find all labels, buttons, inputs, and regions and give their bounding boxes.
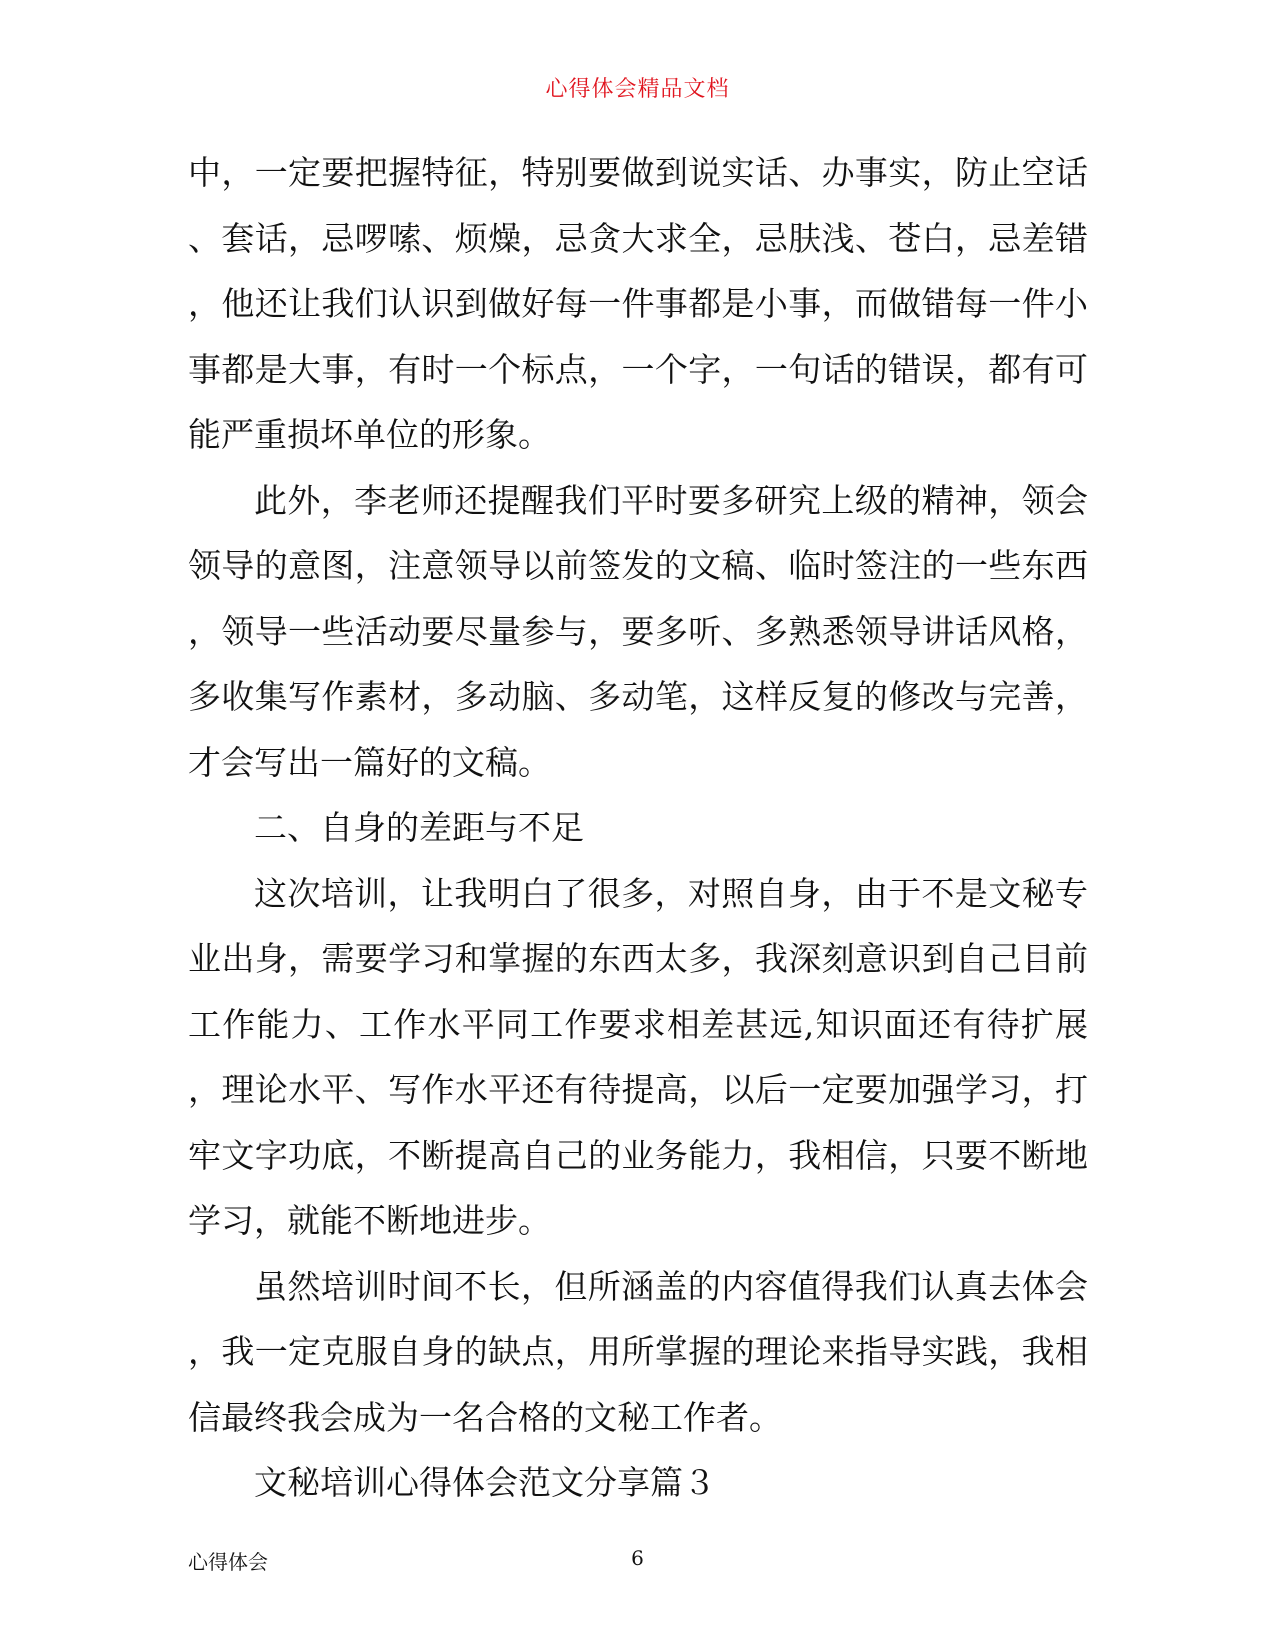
text-line: 虽然培训时间不长，但所涵盖的内容值得我们认真去体会 (254, 1266, 1088, 1306)
text-line: 二、自身的差距与不足 (254, 808, 584, 847)
text-line: 这次培训，让我明白了很多，对照自身，由于不是文秘专 (254, 873, 1088, 913)
text-line: 业出身，需要学习和掌握的东西太多，我深刻意识到自己目前 (188, 939, 1088, 978)
text-line: 能严重损坏单位的形象。 (188, 415, 551, 454)
text-line: 文秘培训心得体会范文分享篇３ (254, 1463, 716, 1502)
text-line: ，理论水平、写作水平还有待提高，以后一定要加强学习，打 (188, 1070, 1088, 1109)
text-line: 学习，就能不断地进步。 (188, 1201, 551, 1240)
text-line: 牢文字功底，不断提高自己的业务能力，我相信，只要不断地 (188, 1135, 1088, 1175)
footer-label: 心得体会 (188, 1550, 268, 1574)
page-header-title: 心得体会精品文档 (545, 77, 730, 102)
text-line: 才会写出一篇好的文稿。 (188, 742, 551, 782)
text-line: 工作能力、工作水平同工作要求相差甚远,知识面还有待扩展 (188, 1004, 1088, 1044)
text-line: 多收集写作素材，多动脑、多动笔，这样反复的修改与完善， (188, 677, 1088, 716)
text-line: 领导的意图，注意领导以前签发的文稿、临时签注的一些东西 (188, 546, 1088, 585)
text-line: 此外，李老师还提醒我们平时要多研究上级的精神，领会 (254, 480, 1088, 520)
text-line: 中，一定要把握特征，特别要做到说实话、办事实，防止空话 (188, 153, 1088, 192)
text-line: ，我一定克服自身的缺点，用所掌握的理论来指导实践，我相 (188, 1332, 1088, 1371)
text-line: 信最终我会成为一名合格的文秘工作者。 (188, 1397, 782, 1437)
page-number: 6 (631, 1546, 644, 1570)
text-line: 、套话，忌啰嗦、烦燥，忌贪大求全，忌肤浅、苍白，忌差错 (188, 218, 1088, 258)
document-body (188, 140, 1088, 1516)
text-line: 事都是大事，有时一个标点，一个字，一句话的错误，都有可 (188, 349, 1088, 389)
text-line: ，领导一些活动要尽量参与，要多听、多熟悉领导讲话风格， (188, 611, 1088, 651)
text-line: ，他还让我们认识到做好每一件事都是小事，而做错每一件小 (188, 284, 1088, 323)
